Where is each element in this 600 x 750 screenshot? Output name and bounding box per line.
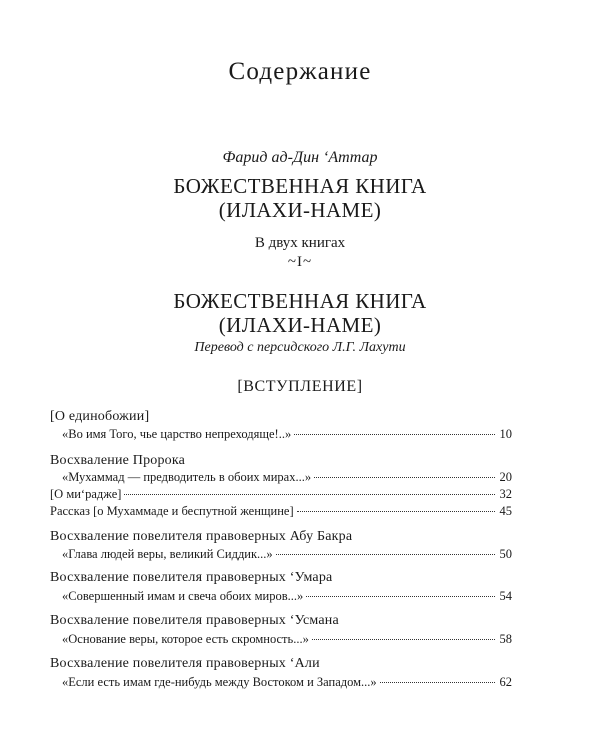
dot-leader [276, 553, 495, 555]
dot-leader [306, 595, 495, 597]
section-heading: Восхваление повелителя правоверных ‘Усмана [50, 613, 339, 628]
translator-credit: Перевод с персидского Л.Г. Лахути [194, 340, 406, 355]
toc-page-number: 20 [499, 470, 512, 484]
book-part-title [0, 289, 600, 337]
intro-heading: [ВСТУПЛЕНИЕ] [237, 378, 363, 395]
dot-leader [380, 681, 495, 683]
dot-leader [314, 476, 495, 478]
volume-marker: ~I~ [287, 254, 313, 270]
book-title-line1: БОЖЕСТВЕННАЯ КНИГА [173, 174, 427, 198]
toc-entry-text: [О ми‘радже] [50, 487, 122, 501]
toc-entry[interactable] [62, 547, 512, 563]
book-title [0, 174, 600, 222]
toc-entry[interactable] [62, 589, 512, 605]
dot-leader [297, 510, 495, 512]
toc-page-number: 10 [499, 427, 512, 441]
toc-entry-text: «Мухаммад — предводитель в обоих мирах...» [62, 470, 312, 484]
section-heading: Восхваление повелителя правоверных ‘Али [50, 656, 320, 671]
toc-entry-text: «Если есть имам где-нибудь между Востоком и Западом...» [62, 675, 377, 689]
section-heading: [О единобожии] [50, 409, 150, 424]
toc-entry-text: Рассказ [о Мухаммаде и беспутной женщине] [50, 504, 294, 518]
book-title-line2: (ИЛАХИ-НАМЕ) [218, 198, 382, 222]
author-name: Фарид ад-Дин ‘Аттар [222, 149, 378, 166]
book-part-title-line2: (ИЛАХИ-НАМЕ) [218, 313, 382, 337]
toc-entry[interactable] [62, 632, 512, 648]
toc-page-number: 45 [499, 504, 512, 518]
toc-page-number: 50 [499, 547, 512, 561]
dot-leader [124, 493, 495, 495]
toc-entry[interactable] [62, 675, 512, 691]
book-part-title-line1: БОЖЕСТВЕННАЯ КНИГА [173, 289, 427, 313]
dot-leader [294, 433, 495, 435]
toc-entry[interactable] [62, 427, 512, 443]
toc-page-number: 62 [499, 675, 512, 689]
toc-entry[interactable] [50, 487, 512, 503]
toc-entry-text: «Совершенный имам и свеча обоих миров...» [62, 589, 304, 603]
section-heading: Восхваление повелителя правоверных Абу Бакра [50, 529, 353, 544]
dot-leader [312, 638, 495, 640]
toc-page-number: 54 [499, 589, 512, 603]
section-heading: Восхваление повелителя правоверных ‘Умара [50, 570, 333, 585]
section-heading: Восхваление Пророка [50, 453, 186, 468]
toc-entry[interactable] [50, 504, 512, 520]
toc-entry-text: «Основание веры, которое есть скромность...» [62, 632, 309, 646]
toc-entry[interactable] [62, 470, 512, 486]
toc-entry-text: «Во имя Того, чье царство непреходяще!..» [62, 427, 292, 441]
toc-page-number: 32 [499, 487, 512, 501]
toc-entry-text: «Глава людей веры, великий Сиддик...» [62, 547, 273, 561]
toc-page-number: 58 [499, 632, 512, 646]
subtitle: В двух книгах [254, 235, 346, 251]
page-title: Содержание [228, 58, 372, 85]
